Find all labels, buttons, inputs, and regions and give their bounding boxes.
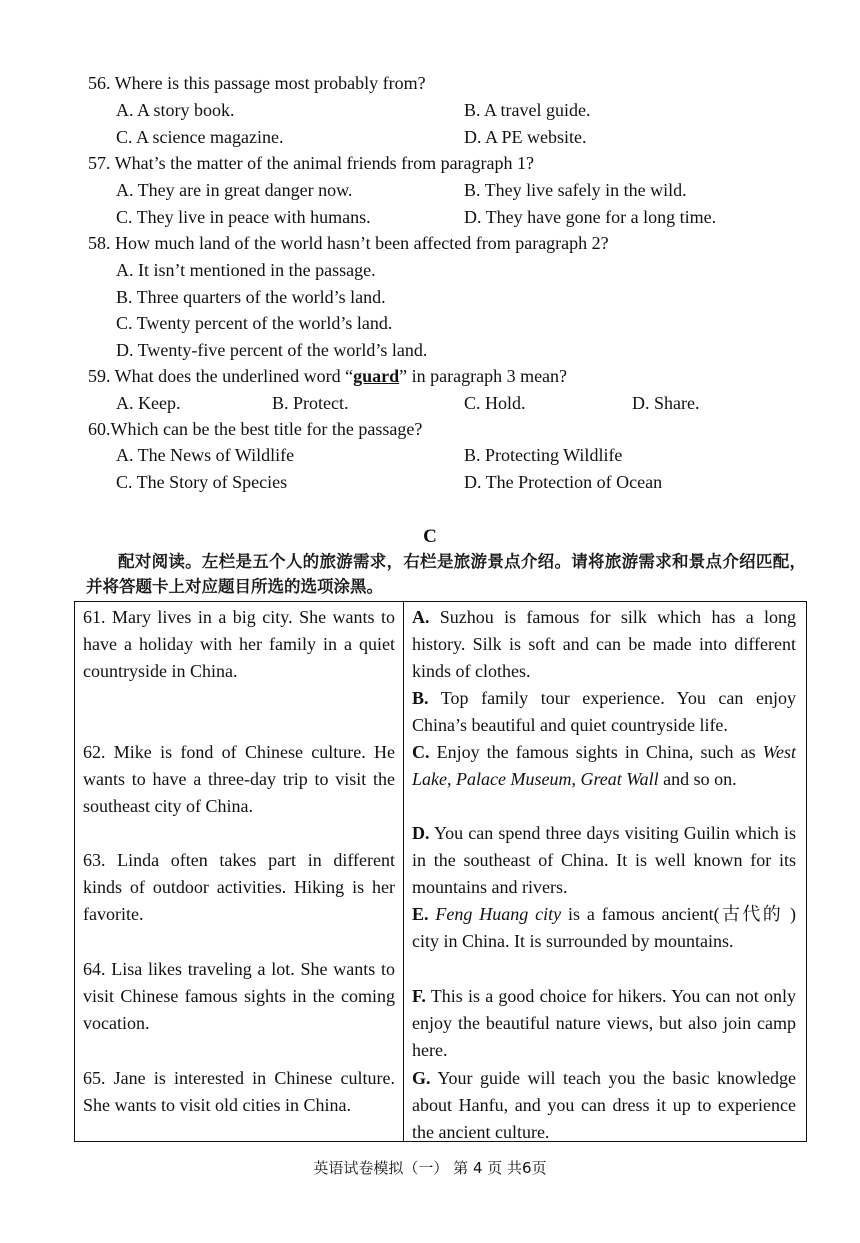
question-58-stem: 58. How much land of the world hasn’t been affected from paragraph 2?	[88, 233, 609, 253]
sight-d-letter: D.	[412, 823, 430, 843]
sight-e	[412, 901, 796, 955]
question-59-option-d[interactable]: D. Share.	[632, 393, 700, 413]
question-58-option-d[interactable]: D. Twenty-five percent of the world’s land.	[116, 340, 428, 360]
page-footer: 英语试卷模拟（一） 第 4 页 共6页	[313, 1159, 547, 1177]
sight-c-great-wall: Great Wall	[580, 769, 659, 789]
question-58-option-a[interactable]: A. It isn’t mentioned in the passage.	[116, 260, 376, 280]
sight-c-west-lake: West Lake	[412, 742, 796, 789]
question-59-stem-before: 59. What does the underlined word “	[88, 366, 354, 386]
sight-f-text: This is a good choice for hikers. You can not only enjoy the beautiful nature views, but also join camp here.	[412, 986, 796, 1060]
sight-a	[412, 604, 796, 685]
sight-g	[412, 1065, 796, 1146]
question-56-option-b[interactable]: B. A travel guide.	[464, 100, 591, 120]
question-56-option-a[interactable]: A. A story book.	[116, 100, 235, 120]
question-58-option-b[interactable]: B. Three quarters of the world’s land.	[116, 287, 386, 307]
sight-g-text: Your guide will teach you the basic knowledge about Hanfu, and you can dress it up to experience the ancient culture.	[412, 1068, 796, 1142]
sight-e-letter: E.	[412, 904, 429, 924]
sight-c-sep2: ,	[571, 769, 581, 789]
question-56-option-d[interactable]: D. A PE website.	[464, 127, 587, 147]
sight-e-feng-huang: Feng Huang city	[428, 904, 562, 924]
question-59-option-c[interactable]: C. Hold.	[464, 393, 526, 413]
need-65: 65. Jane is interested in Chinese culture. She wants to visit old cities in China.	[83, 1068, 395, 1115]
sight-c-letter: C.	[412, 742, 430, 762]
question-60-stem: 60.Which can be the best title for the passage?	[88, 419, 423, 439]
question-58-option-c[interactable]: C. Twenty percent of the world’s land.	[116, 313, 393, 333]
sight-c	[412, 739, 796, 793]
sight-d-text: You can spend three days visiting Guilin which is in the southeast of China. It is well known for its mountains and rivers.	[412, 823, 796, 897]
sight-b-text: Top family tour experience. You can enjoy China’s beautiful and quiet countryside life.	[412, 688, 796, 735]
question-57-option-c[interactable]: C. They live in peace with humans.	[116, 207, 371, 227]
question-59-option-a[interactable]: A. Keep.	[116, 393, 181, 413]
sight-b	[412, 685, 796, 739]
sight-d	[412, 820, 796, 901]
sight-f	[412, 983, 796, 1064]
question-56-stem: 56. Where is this passage most probably from?	[88, 73, 426, 93]
need-61: 61. Mary lives in a big city. She wants to have a holiday with her family in a quiet countryside in China.	[83, 607, 395, 681]
question-57-stem: 57. What’s the matter of the animal friends from paragraph 1?	[88, 153, 535, 173]
question-60-option-b[interactable]: B. Protecting Wildlife	[464, 445, 623, 465]
question-60-option-c[interactable]: C. The Story of Species	[116, 472, 288, 492]
matching-table	[74, 601, 807, 1142]
sights-column	[404, 602, 807, 1142]
need-62: 62. Mike is fond of Chinese culture. He wants to have a three-day trip to visit the southeast city of China.	[83, 742, 395, 816]
section-instructions: 配对阅读。左栏是五个人的旅游需求，右栏是旅游景点介绍。请将旅游需求和景点介绍匹配，并将答题卡上对应题目所选的选项涂黑。	[86, 552, 806, 596]
question-60-option-a[interactable]: A. The News of Wildlife	[116, 445, 295, 465]
question-59-stem-after: ” in paragraph 3 mean?	[399, 366, 568, 386]
need-63: 63. Linda often takes part in different kinds of outdoor activities. Hiking is her favorite.	[83, 850, 395, 924]
sight-c-sep1: ,	[447, 769, 456, 789]
sight-a-text: Suzhou is famous for silk which has a long history. Silk is soft and can be made into different kinds of clothes.	[412, 607, 796, 681]
section-title: C	[423, 526, 437, 547]
sight-f-letter: F.	[412, 986, 426, 1006]
needs-column	[75, 602, 404, 1142]
sight-g-letter: G.	[412, 1068, 431, 1088]
question-60-option-d[interactable]: D. The Protection of Ocean	[464, 472, 663, 492]
need-64: 64. Lisa likes traveling a lot. She wants to visit Chinese famous sights in the coming vocation.	[83, 959, 395, 1033]
sight-a-letter: A.	[412, 607, 430, 627]
question-56-option-c[interactable]: C. A science magazine.	[116, 127, 284, 147]
sight-e-text: is a famous ancient(古代的 ) city in China. It is surrounded by mountains.	[412, 904, 796, 951]
question-59-stem	[88, 365, 567, 387]
question-57-option-d[interactable]: D. They have gone for a long time.	[464, 207, 717, 227]
underlined-word-guard: guard	[353, 366, 400, 386]
sight-b-letter: B.	[412, 688, 429, 708]
sight-c-palace-museum: Palace Museum	[456, 769, 572, 789]
sight-c-text-pre: Enjoy the famous sights in China, such as	[429, 742, 763, 762]
question-59-option-b[interactable]: B. Protect.	[272, 393, 349, 413]
question-57-option-b[interactable]: B. They live safely in the wild.	[464, 180, 687, 200]
sight-c-text-post: and so on.	[658, 769, 737, 789]
question-57-option-a[interactable]: A. They are in great danger now.	[116, 180, 353, 200]
